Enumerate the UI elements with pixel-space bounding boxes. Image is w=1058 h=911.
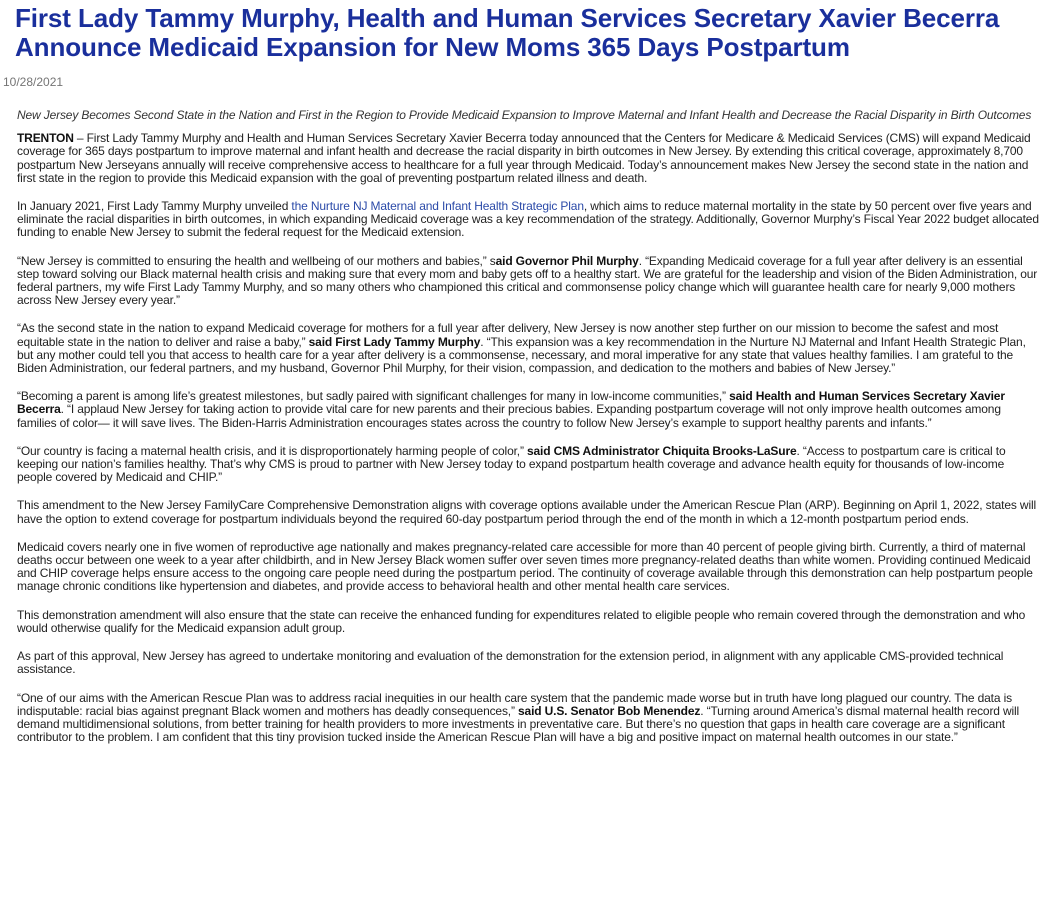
speaker-attribution: said U.S. Senator Bob Menendez [518,703,701,718]
quote-text: . “This expansion was a key recommendation in the Nurture NJ Maternal and Infant Health Strategic Plan, but any mother could tell you that access to health care for a year after delivery is a commonsense, necessary, and moral imperative for any state that values healthy families. I am grateful to the Biden Administration, our federal partners, and my husband, Governor Phil Murphy, for their vision, compassion, and dedication to the mothers and babies of New Jersey.” [17,334,1026,376]
quote-cms-administrator [17,445,1041,485]
quote-secretary-becerra [17,390,1041,430]
quote-first-lady [17,322,1041,375]
paragraph-text: In January 2021, First Lady Tammy Murphy unveiled [17,199,292,214]
speaker-attribution: aid Governor Phil Murphy [495,253,639,268]
dateline: TRENTON [17,131,74,146]
quote-text: “Our country is facing a maternal health crisis, and it is disproportionately harming people of color,” [17,443,527,458]
paragraph-amendment: This amendment to the New Jersey FamilyCare Comprehensive Demonstration aligns with coverage options available under the American Rescue Plan (ARP). Beginning on April 1, 2022, states will have the option to extend coverage for postpartum individuals beyond the required 60-day postpartum period through the end of the month in which a 12-month postpartum period ends. [17,498,1036,526]
article-subhead: New Jersey Becomes Second State in the Nation and First in the Region to Provide Medicaid Expansion to Improve Maternal and Infant Health and Decrease the Racial Disparity in Birth Outcomes [17,108,1032,122]
quote-text: . “Expanding Medicaid coverage for a full year after delivery is an essential step toward solving our Black maternal health crisis and making sure that every mom and baby gets off to a healthy start. We are grateful for the leadership and vision of the Biden Administration, our federal partners, my wife First Lady Tammy Murphy, and so many others who championed this critical and commonsense policy change which will guarantee health care for nearly 9,000 mothers across New Jersey every year.” [17,253,1038,308]
speaker-attribution: said Health and Human Services Secretary Xavier Becerra [17,389,1005,417]
quote-text: . “I applaud New Jersey for taking action to provide vital care for new parents and their precious babies. Expanding postpartum coverage will not only improve health outcomes among families of color— it will save lives. The Biden-Harris Administration encourages states across the country to follow New Jersey’s example to support healthy parents and infants.” [17,402,1001,430]
quote-text: “New Jersey is committed to ensuring the health and wellbeing of our mothers and babies,” s [17,253,496,268]
nurture-nj-plan-link[interactable]: the Nurture NJ Maternal and Infant Health Strategic Plan [291,199,584,214]
paragraph-strategic-plan [17,200,1041,240]
publish-date: 10/28/2021 [3,75,64,89]
quote-text: “Becoming a parent is among life’s greatest milestones, but sadly paired with significant challenges for many in low-income communities,” [17,389,730,404]
paragraph-intro-text: – First Lady Tammy Murphy and Health and Human Services Secretary Xavier Becerra today announced that the Centers for Medicare & Medicaid Services (CMS) will expand Medicaid coverage for 365 days postpartum to improve maternal and infant health and decrease the racial disparity in birth outcomes in New Jersey. By extending this critical coverage, approximately 8,700 postpartum New Jerseyans annually will receive comprehensive access to healthcare for a full year through Medicaid. Today’s announcement makes New Jersey the second state in the nation and first state in the region to provide this Medicaid expansion with the goal of preventing postpartum related illness and death. [17,131,1031,185]
paragraph-intro [17,132,1041,185]
quote-text: “As the second state in the nation to expand Medicaid coverage for mothers for a full year after delivery, New Jersey is now another step further on our mission to become the safest and most equitable state in the nation to deliver and raise a baby,” [17,321,999,349]
quote-senator-menendez [17,692,1041,745]
speaker-attribution: said CMS Administrator Chiquita Brooks-LaSure [527,443,797,458]
paragraph-text: , which aims to reduce maternal mortality in the state by 50 percent over five years and eliminate the racial disparities in birth outcomes, in which expanding Medicaid coverage was a key recommendation of the strategy. Additionally, Governor Murphy’s Fiscal Year 2022 budget allocated funding to enable New Jersey to submit the federal request for the Medicaid extension. [17,199,1039,240]
paragraph-medicaid-coverage: Medicaid covers nearly one in five women of reproductive age nationally and makes pregnancy-related care accessible for more than 40 percent of people giving birth. Currently, a third of maternal deaths occur between one week to a year after childbirth, and in New Jersey Black women suffer over seven times more pregnancy-related deaths than white women. Providing continued Medicaid and CHIP coverage helps ensure access to the ongoing care people need during the postpartum period. The continuity of coverage available through this demonstration can help postpartum people manage chronic conditions like hypertension and diabetes, and provide access to behavioral health and other mental health care services. [17,539,1033,594]
article-body [17,109,1041,759]
paragraph-monitoring: As part of this approval, New Jersey has agreed to undertake monitoring and evaluation of the demonstration for the extension period, in alignment with any applicable CMS-provided technical assistance. [17,649,1004,677]
quote-text: . “Access to postpartum care is critical to keeping our nation’s families healthy. That’s why CMS is proud to partner with New Jersey today to expand postpartum health coverage and advance health equity for thousands of low-income people covered by Medicaid and CHIP.” [17,443,1006,485]
speaker-attribution: said First Lady Tammy Murphy [308,334,481,349]
paragraph-enhanced-funding: This demonstration amendment will also ensure that the state can receive the enhanced funding for expenditures related to eligible people who remain covered through the demonstration and who would otherwise qualify for the Medicaid expansion adult group. [17,607,1026,635]
quote-governor-murphy [17,255,1041,308]
quote-text: . “Turning around America’s dismal maternal health record will demand multidimensional solutions, from better training for health providers to more investments in preventative care. But there’s no question that gaps in health care coverage are a significant contributor to the problem. I am confident that this tiny provision tucked inside the American Rescue Plan will have a big and positive impact on maternal health outcomes in our state.” [17,703,1020,745]
quote-text: “One of our aims with the American Rescue Plan was to address racial inequities in our health care system that the pandemic made worse but in truth have long plagued our country. The data is indisputable: racial bias against pregnant Black women and mothers has deadly consequences,” [17,690,1012,718]
page-title: First Lady Tammy Murphy, Health and Human Services Secretary Xavier Becerra Announce Medicaid Expansion for New Moms 365 Days Postpartum [15,3,1000,62]
